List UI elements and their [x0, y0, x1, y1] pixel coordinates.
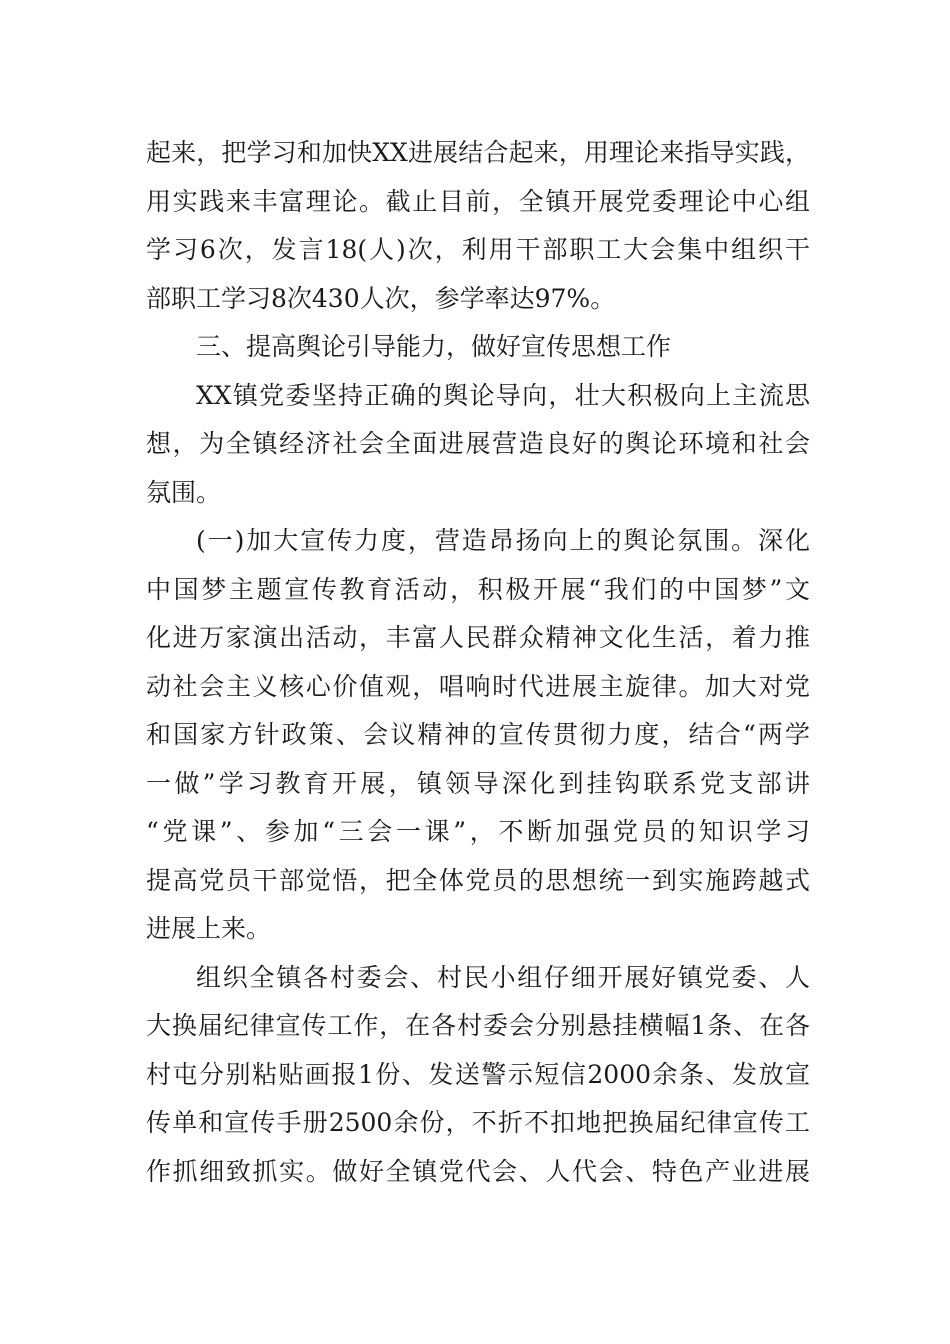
- text-line-11: 化进万家演出活动，丰富人民群众精神文化生活，着力推: [146, 623, 810, 652]
- section-heading: 三、提高舆论引导能力，做好宣传思想工作: [196, 332, 672, 361]
- text-line-7: 想，为全镇经济社会全面进展营造良好的舆论环境和社会: [146, 429, 810, 458]
- text-line-22: 作抓细致抓实。做好全镇党代会、人代会、特色产业进展: [146, 1156, 810, 1186]
- text-line-9: (一)加大宣传力度，营造昂扬向上的舆论氛围。深化: [196, 526, 810, 555]
- text-line-19: 大换届纪律宣传工作，在各村委会分别悬挂横幅1条、在各: [146, 1011, 810, 1040]
- text-line-12: 动社会主义核心价值观，唱响时代进展主旋律。加大对党: [146, 671, 810, 701]
- text-line-2: 用实践来丰富理论。截止目前，全镇开展党委理论中心组: [146, 186, 810, 216]
- text-line-15: “党课”、参加“三会一课”，不断加强党员的知识学习: [146, 817, 810, 846]
- text-line-10: 中国梦主题宣传教育活动，积极开展“我们的中国梦”文: [146, 574, 810, 604]
- text-line-17: 进展上来。: [146, 914, 272, 943]
- text-line-20: 村屯分别粘贴画报1份、发送警示短信2000余条、发放宣: [146, 1059, 810, 1089]
- text-line-4: 部职工学习8次430人次，参学率达97%。: [146, 283, 616, 313]
- text-line-8: 氛围。: [146, 477, 222, 507]
- text-line-14: 一做”学习教育开展，镇领导深化到挂钩联系党支部讲: [146, 768, 810, 798]
- text-line-1: 起来，把学习和加快XX进展结合起来，用理论来指导实践，: [146, 138, 810, 167]
- text-line-21: 传单和宣传手册2500余份，不折不扣地把换届纪律宣传工: [146, 1108, 810, 1137]
- document-body: [146, 129, 810, 1196]
- text-line-6: XX镇党委坚持正确的舆论导向，壮大积极向上主流思: [196, 380, 810, 410]
- text-line-18: 组织全镇各村委会、村民小组仔细开展好镇党委、人: [196, 962, 810, 992]
- text-line-13: 和国家方针政策、会议精神的宣传贯彻力度，结合“两学: [146, 720, 810, 749]
- text-line-3: 学习6次，发言18(人)次，利用干部职工大会集中组织干: [146, 235, 810, 264]
- text-line-16: 提高党员干部觉悟，把全体党员的思想统一到实施跨越式: [146, 865, 810, 895]
